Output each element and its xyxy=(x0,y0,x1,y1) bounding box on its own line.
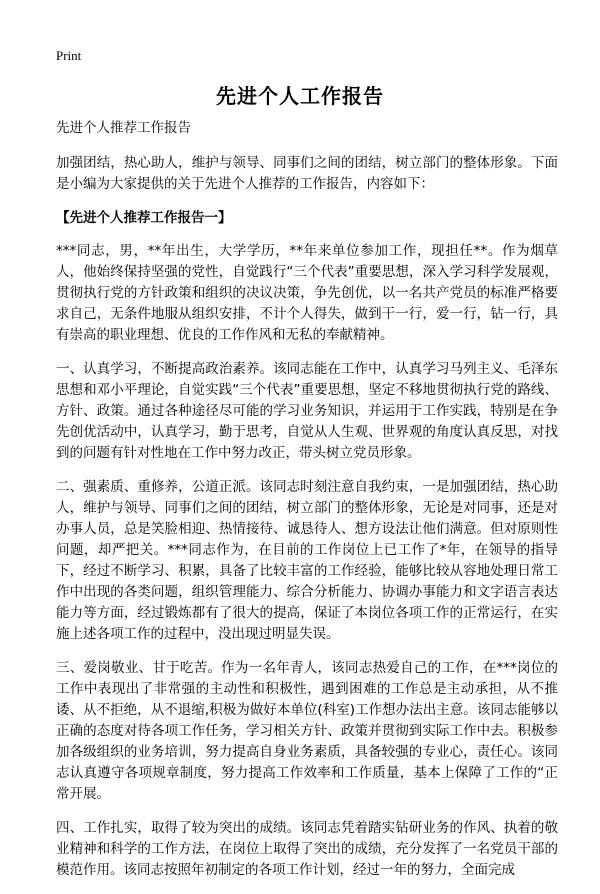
print-link[interactable]: Print xyxy=(56,48,82,63)
paragraph-study: 一、认真学习，不断提高政治素养。该同志能在工作中，认真学习马列主义、毛泽东思想和邓小平理论，自觉实践“三个代表”重要思想，坚定不移地贯彻执行党的路线、方针、政策。通过各种途径尽可能的学习业务知识，并运用于工作实践，特别是在争先创优活动中，认真学习，勤于思考，自觉从人生观、世界观的角度认真反思，对找到的问题有针对性地在工作中努力改正，带头树立党员形象。 xyxy=(56,361,558,461)
section-heading: 【先进个人推荐工作报告一】 xyxy=(56,210,232,226)
paragraph-achievement: 四、工作扎实，取得了较为突出的成绩。该同志凭着踏实钻研业务的作风、执着的敬业精神和科学的工作方法，在岗位上取得了突出的成绩，充分发挥了一名党员干部的模范作用。该同志按照年初制定的各项工作计划，经过一年的努力，全面完成 xyxy=(56,820,558,878)
intro-paragraph: 加强团结，热心助人，维护与领导、同事们之间的团结，树立部门的整体形象。下面是小编为大家提供的关于先进个人推荐的工作报告，内容如下： xyxy=(56,155,558,192)
article-body xyxy=(56,118,558,894)
paragraph-quality: 二、强素质、重修养，公道正派。该同志时刻注意自我约束，一是加强团结，热心助人，维护与领导、同事们之间的团结，树立部门的整体形象，无论是对同事，还是对办事人员，总是笑脸相迎、热情接待、诚恳待人、想方设法让他们满意。但对原则性问题，却严把关。***同志作为，在目前的工作岗位上已工作了*年，在领导的指导下，经过不断学习、积累，具备了比较丰富的工作经验，能够比较从容地处理日常工作中出现的各类问题，组织管理能力、综合分析能力、协调办事能力和文字语言表达能力等方面，经过锻炼都有了很大的提高，保证了本岗位各项工作的正常运行，在实施上述各项工作的过程中，没出现过明显失误。 xyxy=(56,479,558,642)
article-subtitle: 先进个人推荐工作报告 xyxy=(56,120,191,136)
paragraph-profile: ***同志，男，**年出生，大学学历，**年来单位参加工作，现担任**。作为烟草人，他始终保持坚强的党性，自觉践行“三个代表”重要思想，深入学习科学发展观，贯彻执行党的方针政策和组织的决议决策，争先创优，以一名共产党员的标准严格要求自己，无条件地服从组织安排，不计个人得失，做到干一行，爱一行，钻一行，具有崇高的职业理想、优良的工作作风和无私的奉献精神。 xyxy=(56,243,558,343)
page-title: 先进个人工作报告 xyxy=(216,84,384,108)
paragraph-dedication: 三、爱岗敬业、甘于吃苦。作为一名年青人，该同志热爱自己的工作，在***岗位的工作中表现出了非常强的主动性和积极性，遇到困难的工作总是主动承担，从不推诿、从不拒绝，从不退缩,积极为做好本单位(科室)工作想办法出主意。该同志能够以正确的态度对待各项工作任务，学习相关方针、政策并贯彻到实际工作中去。积极参加各级组织的业务培训，努力提高自身业务素质，具备较强的专业心，责任心。该同志认真遵守各项规章制度，努力提高工作效率和工作质量，基本上保障了工作的“正常开展。 xyxy=(56,660,558,802)
